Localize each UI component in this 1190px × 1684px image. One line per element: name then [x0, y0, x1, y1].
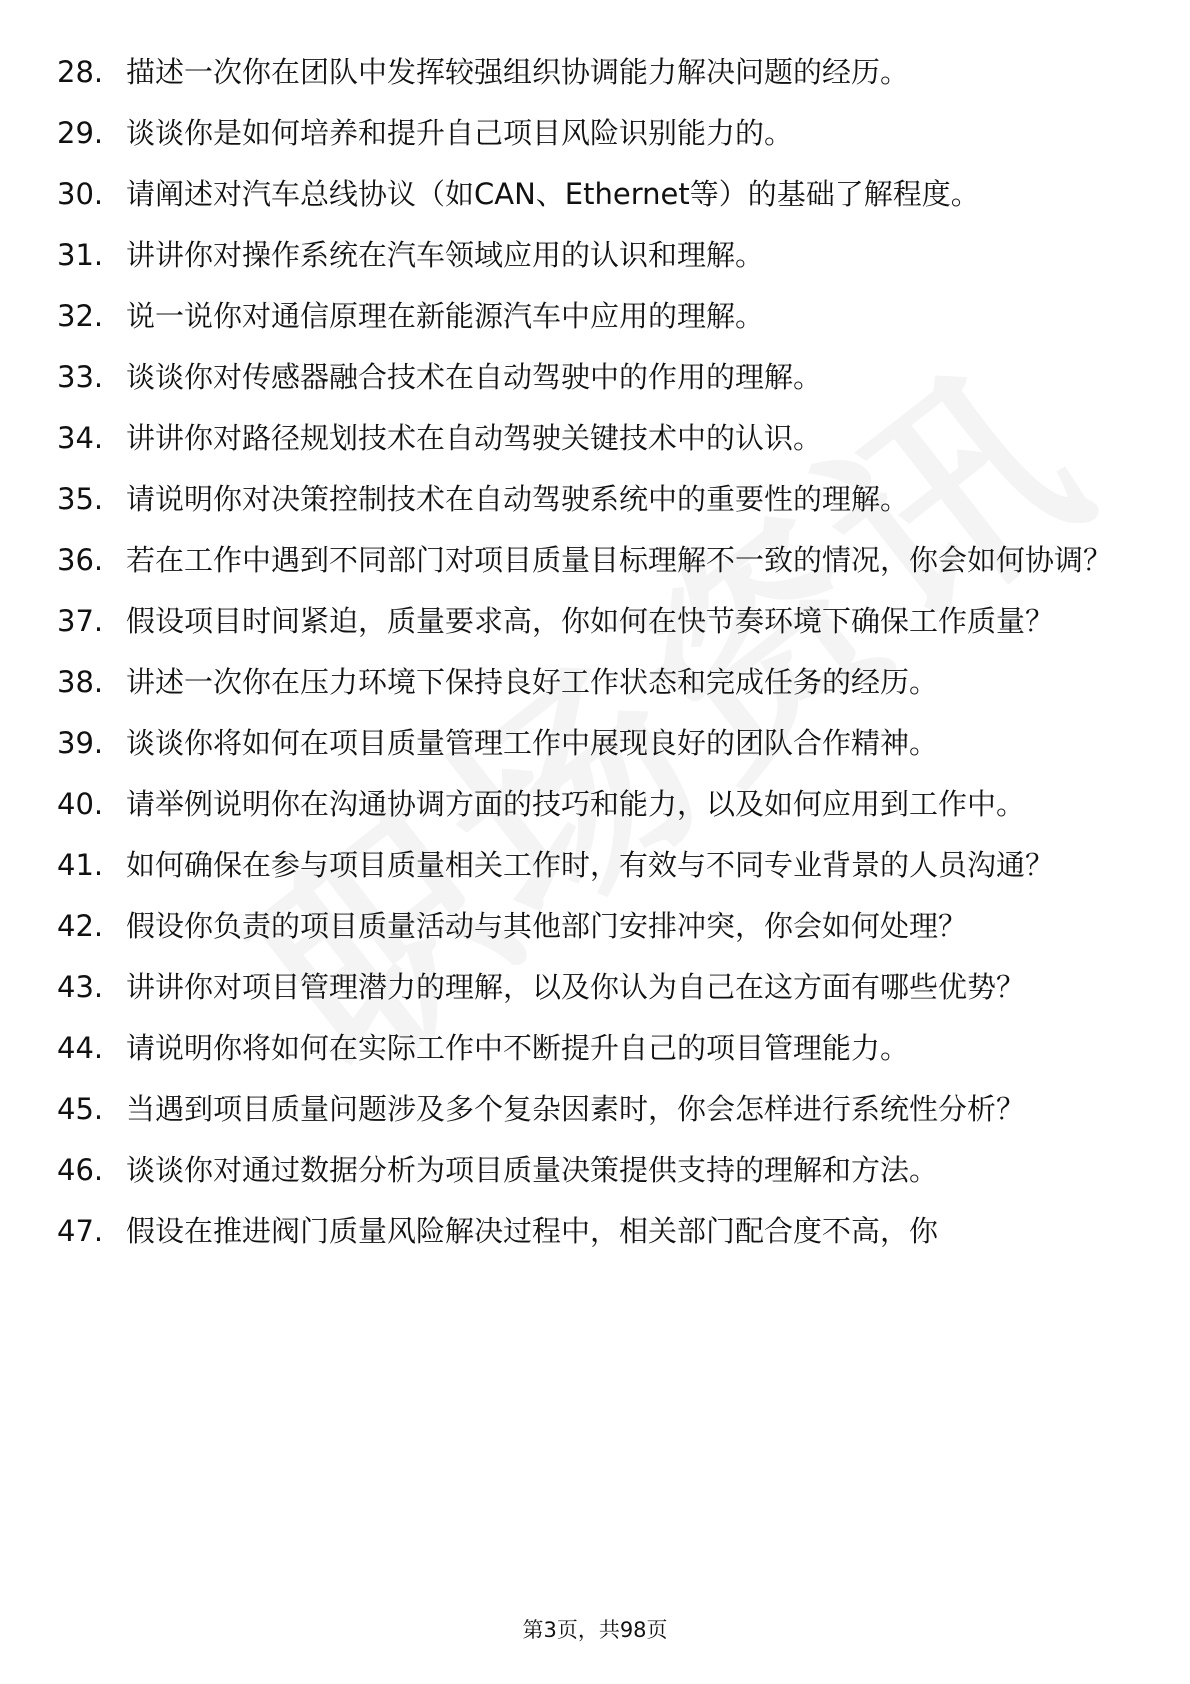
question-number: 31. [57, 238, 104, 272]
question-number: 29. [57, 116, 104, 150]
question-text: 请说明你将如何在实际工作中不断提升自己的项目管理能力。 [126, 1031, 910, 1065]
question-text: 谈谈你对通过数据分析为项目质量决策提供支持的理解和方法。 [126, 1153, 939, 1187]
list-item [0, 1026, 1190, 1070]
question-text: 请举例说明你在沟通协调方面的技巧和能力，以及如何应用到工作中。 [126, 787, 1026, 821]
list-item [0, 416, 1190, 460]
list-item [0, 233, 1190, 277]
question-number: 35. [57, 482, 104, 516]
question-number: 28. [57, 55, 104, 89]
question-text: 当遇到项目质量问题涉及多个复杂因素时，你会怎样进行系统性分析？ [126, 1092, 1026, 1126]
question-text: 讲讲你对操作系统在汽车领域应用的认识和理解。 [126, 238, 765, 272]
list-item [0, 1148, 1190, 1192]
question-text: 请阐述对汽车总线协议（如CAN、Ethernet等）的基础了解程度。 [126, 177, 980, 211]
question-text: 谈谈你对传感器融合技术在自动驾驶中的作用的理解。 [126, 360, 823, 394]
list-item [0, 50, 1190, 94]
question-number: 37. [57, 604, 104, 638]
question-number: 47. [57, 1214, 104, 1248]
question-text: 谈谈你将如何在项目质量管理工作中展现良好的团队合作精神。 [126, 726, 939, 760]
list-item [0, 294, 1190, 338]
question-number: 41. [57, 848, 104, 882]
list-item [0, 599, 1190, 643]
list-item [0, 904, 1190, 948]
list-item [0, 538, 1190, 582]
list-item [0, 660, 1190, 704]
list-item [0, 172, 1190, 216]
question-number: 39. [57, 726, 104, 760]
question-list [0, 50, 1190, 1270]
list-item [0, 1209, 1190, 1253]
question-text: 假设在推进阀门质量风险解决过程中，相关部门配合度不高，你 [126, 1214, 939, 1248]
list-item [0, 355, 1190, 399]
question-number: 43. [57, 970, 104, 1004]
question-text: 请说明你对决策控制技术在自动驾驶系统中的重要性的理解。 [126, 482, 910, 516]
question-number: 40. [57, 787, 104, 821]
question-text: 谈谈你是如何培养和提升自己项目风险识别能力的。 [126, 116, 794, 150]
list-item [0, 782, 1190, 826]
question-number: 32. [57, 299, 104, 333]
question-text: 假设你负责的项目质量活动与其他部门安排冲突，你会如何处理？ [126, 909, 968, 943]
question-number: 36. [57, 543, 104, 577]
question-number: 42. [57, 909, 104, 943]
list-item [0, 721, 1190, 765]
list-item [0, 843, 1190, 887]
question-text: 说一说你对通信原理在新能源汽车中应用的理解。 [126, 299, 765, 333]
question-number: 34. [57, 421, 104, 455]
list-item [0, 1087, 1190, 1131]
list-item [0, 477, 1190, 521]
question-text: 讲讲你对路径规划技术在自动驾驶关键技术中的认识。 [126, 421, 823, 455]
list-item [0, 965, 1190, 1009]
question-number: 33. [57, 360, 104, 394]
question-number: 46. [57, 1153, 104, 1187]
question-text: 如何确保在参与项目质量相关工作时，有效与不同专业背景的人员沟通？ [126, 848, 1055, 882]
question-number: 38. [57, 665, 104, 699]
question-text: 假设项目时间紧迫，质量要求高，你如何在快节奏环境下确保工作质量？ [126, 604, 1055, 638]
question-text: 若在工作中遇到不同部门对项目质量目标理解不一致的情况，你会如何协调？ [126, 543, 1113, 577]
question-text: 描述一次你在团队中发挥较强组织协调能力解决问题的经历。 [126, 55, 910, 89]
question-number: 44. [57, 1031, 104, 1065]
page-number: 第3页，共98页 [522, 1618, 668, 1642]
question-text: 讲讲你对项目管理潜力的理解，以及你认为自己在这方面有哪些优势？ [126, 970, 1026, 1004]
question-number: 45. [57, 1092, 104, 1126]
question-number: 30. [57, 177, 104, 211]
question-text: 讲述一次你在压力环境下保持良好工作状态和完成任务的经历。 [126, 665, 939, 699]
list-item [0, 111, 1190, 155]
